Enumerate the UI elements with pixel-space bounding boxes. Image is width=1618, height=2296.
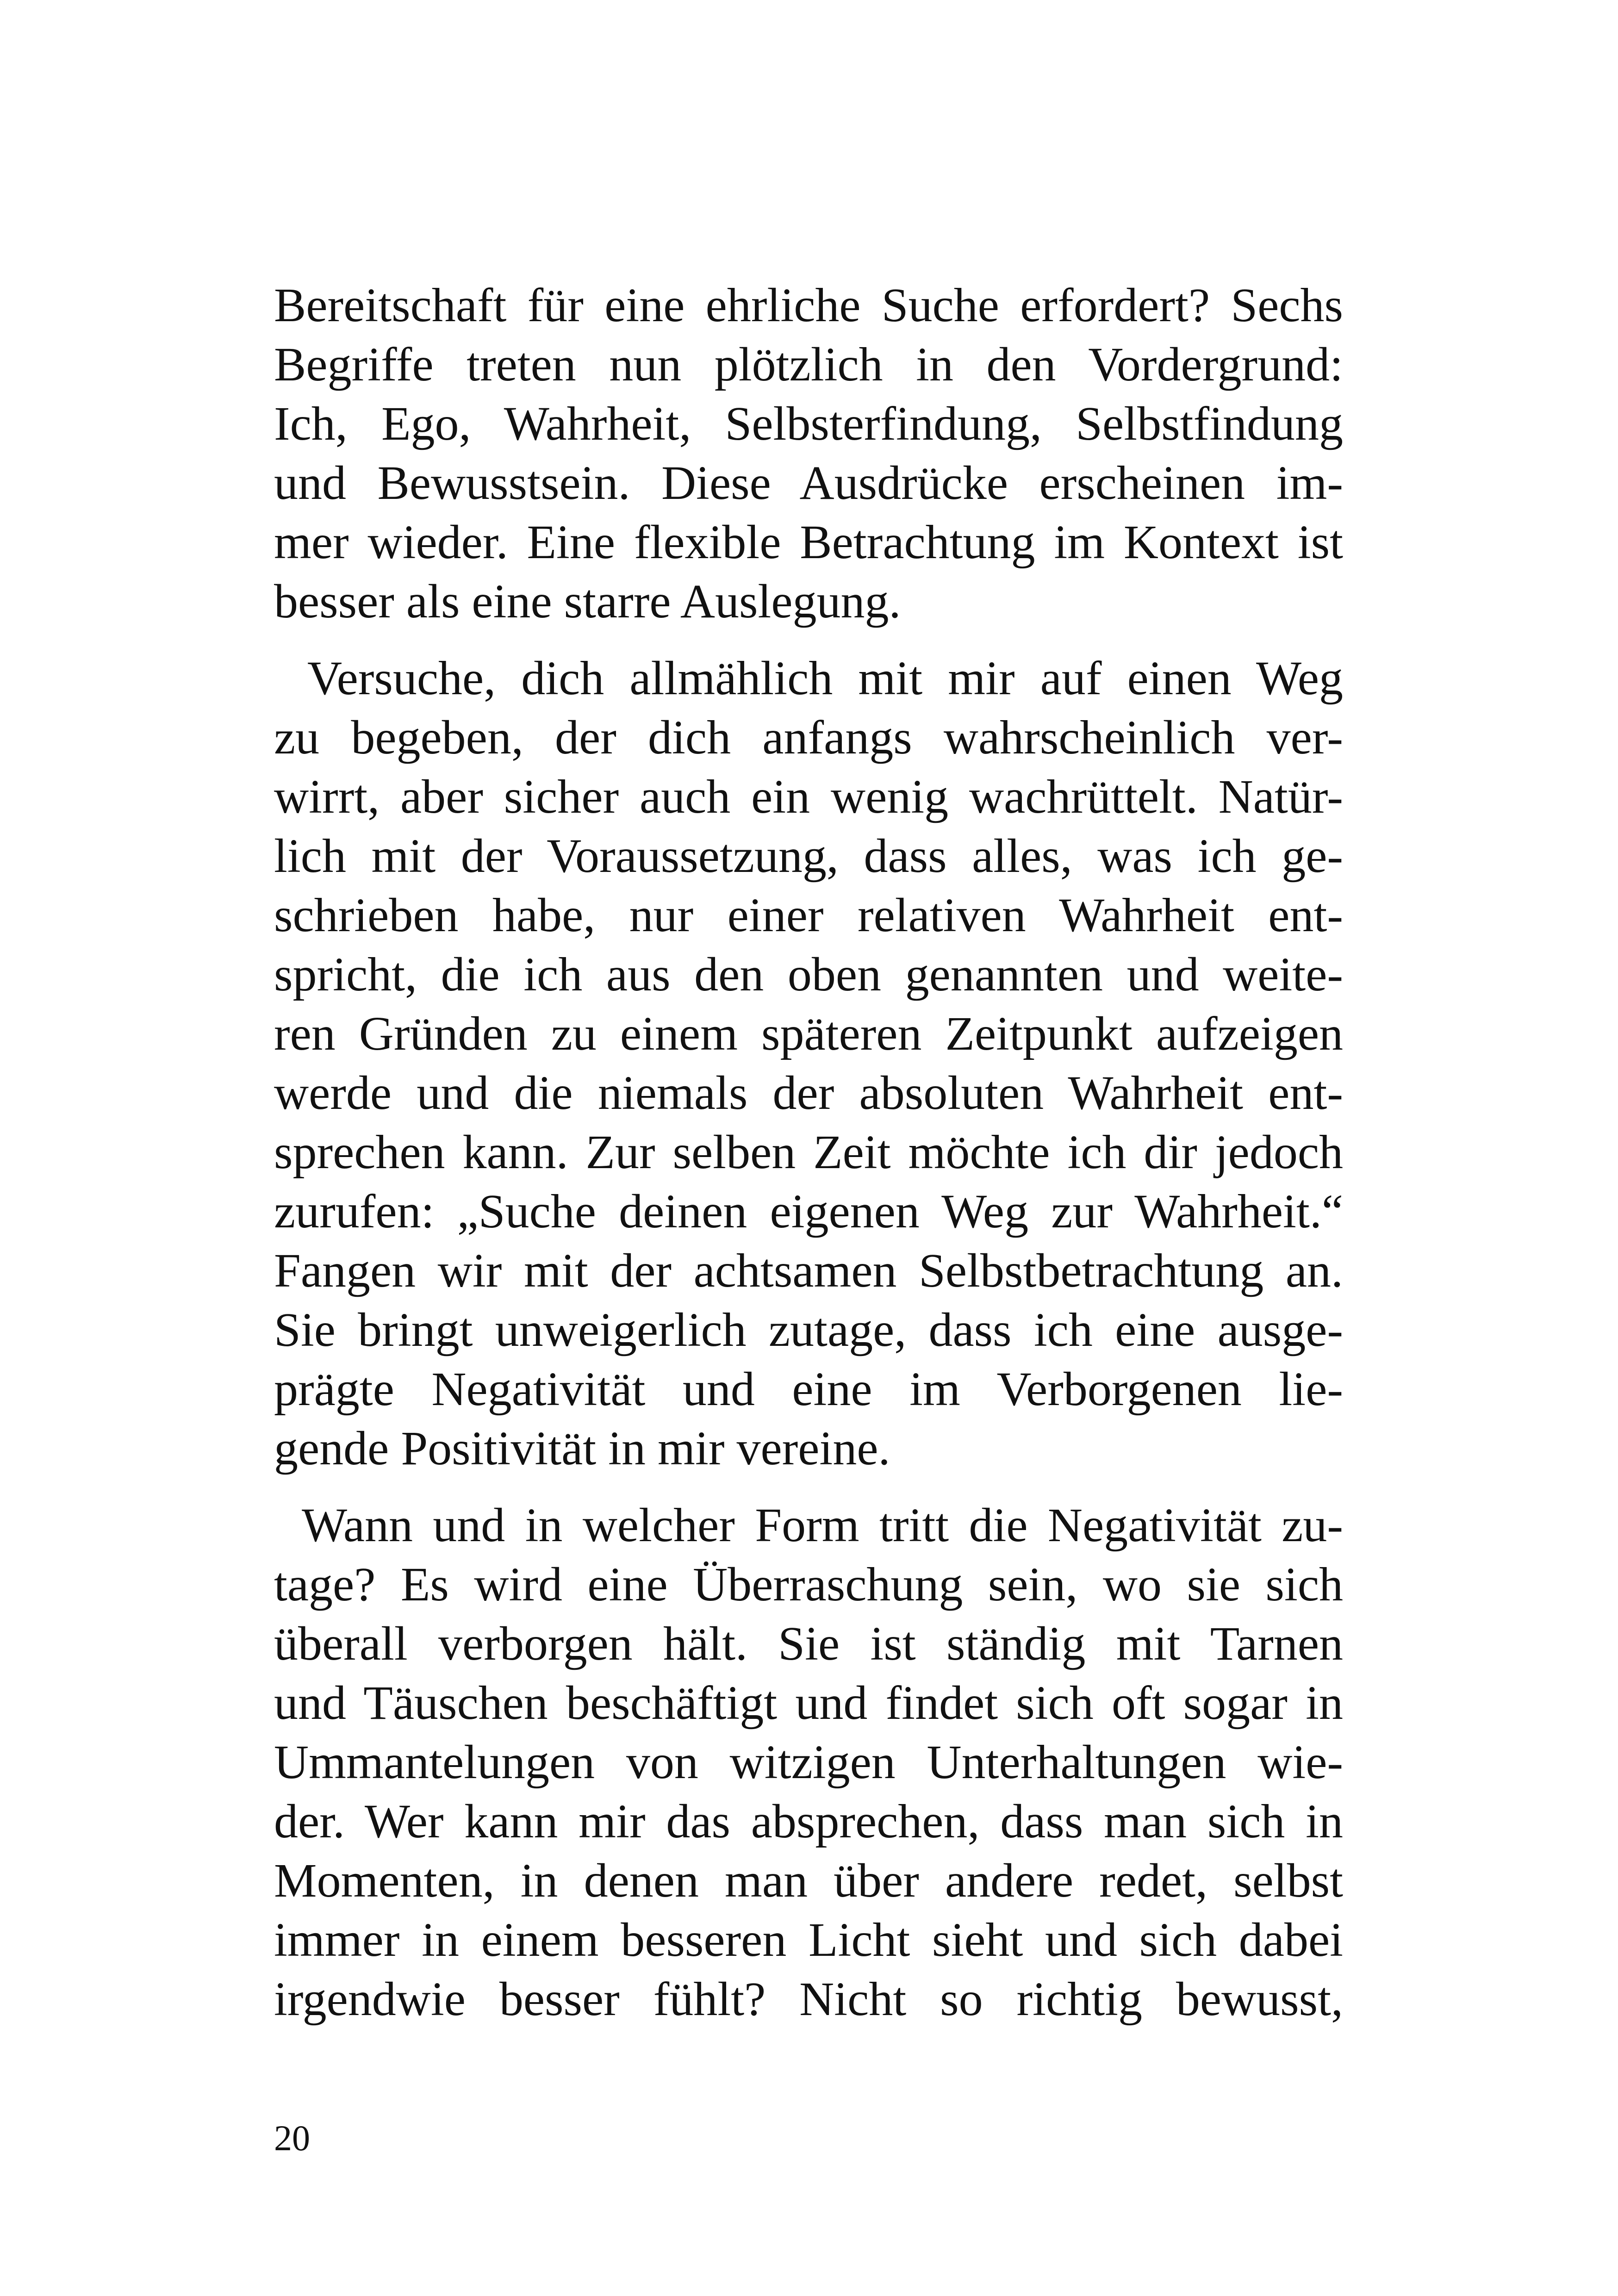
text-line: Bereitschaft für eine ehrliche Suche erfordert? Sechs xyxy=(274,279,1343,332)
paragraph-3 xyxy=(274,1496,1343,2029)
text-line: Sie bringt unweigerlich zutage, dass ich eine ausge- xyxy=(274,1303,1343,1356)
text-line: wirrt, aber sicher auch ein wenig wachrüttelt. Natür- xyxy=(274,770,1343,823)
paragraph-1 xyxy=(274,276,1343,631)
text-line: immer in einem besseren Licht sieht und sich dabei xyxy=(274,1913,1343,1966)
text-line: tage? Es wird eine Überraschung sein, wo sie sich xyxy=(274,1558,1343,1611)
text-line: mer wieder. Eine flexible Betrachtung im Kontext ist xyxy=(274,516,1343,569)
text-line: besser als eine starre Auslegung. xyxy=(274,575,901,628)
text-line: und Täuschen beschäftigt und findet sich oft sogar in xyxy=(274,1676,1343,1730)
text-line: Ummantelungen von witzigen Unterhaltungen wie- xyxy=(274,1736,1343,1789)
text-line: zurufen: „Suche deinen eigenen Weg zur Wahrheit.“ xyxy=(274,1185,1343,1238)
text-line: schrieben habe, nur einer relativen Wahrheit ent- xyxy=(274,889,1343,942)
text-line: Wann und in welcher Form tritt die Negativität zu- xyxy=(302,1499,1343,1552)
text-line: Versuche, dich allmählich mit mir auf einen Weg xyxy=(307,652,1343,705)
text-line: Fangen wir mit der achtsamen Selbstbetrachtung an. xyxy=(274,1244,1343,1297)
text-line: sprechen kann. Zur selben Zeit möchte ich dir jedoch xyxy=(274,1126,1343,1179)
text-line: ren Gründen zu einem späteren Zeitpunkt aufzeigen xyxy=(274,1007,1343,1060)
text-line: Ich, Ego, Wahrheit, Selbsterfindung, Selbstfindung xyxy=(274,397,1343,450)
text-line: Begriffe treten nun plötzlich in den Vordergrund: xyxy=(274,338,1343,391)
text-line: der. Wer kann mir das absprechen, dass man sich in xyxy=(274,1795,1343,1848)
text-line: und Bewusstsein. Diese Ausdrücke erscheinen im- xyxy=(274,456,1343,510)
page-number: 20 xyxy=(274,2118,310,2158)
paragraph-spacer xyxy=(274,631,1343,649)
text-line: spricht, die ich aus den oben genannten und weite- xyxy=(274,948,1343,1001)
text-line: prägte Negativität und eine im Verborgenen lie- xyxy=(274,1363,1343,1416)
text-line: irgendwie besser fühlt? Nicht so richtig bewusst, xyxy=(274,1972,1343,2026)
text-line: Momenten, in denen man über andere redet, selbst xyxy=(274,1854,1343,1907)
text-line: gende Positivität in mir vereine. xyxy=(274,1422,890,1475)
text-line: lich mit der Voraussetzung, dass alles, was ich ge- xyxy=(274,829,1343,883)
paragraph-2 xyxy=(274,649,1343,1478)
body-text xyxy=(274,276,1343,2029)
text-line: werde und die niemals der absoluten Wahrheit ent- xyxy=(274,1066,1343,1120)
text-line: zu begeben, der dich anfangs wahrscheinlich ver- xyxy=(274,711,1343,764)
text-line: überall verborgen hält. Sie ist ständig mit Tarnen xyxy=(274,1617,1343,1670)
paragraph-spacer xyxy=(274,1478,1343,1496)
